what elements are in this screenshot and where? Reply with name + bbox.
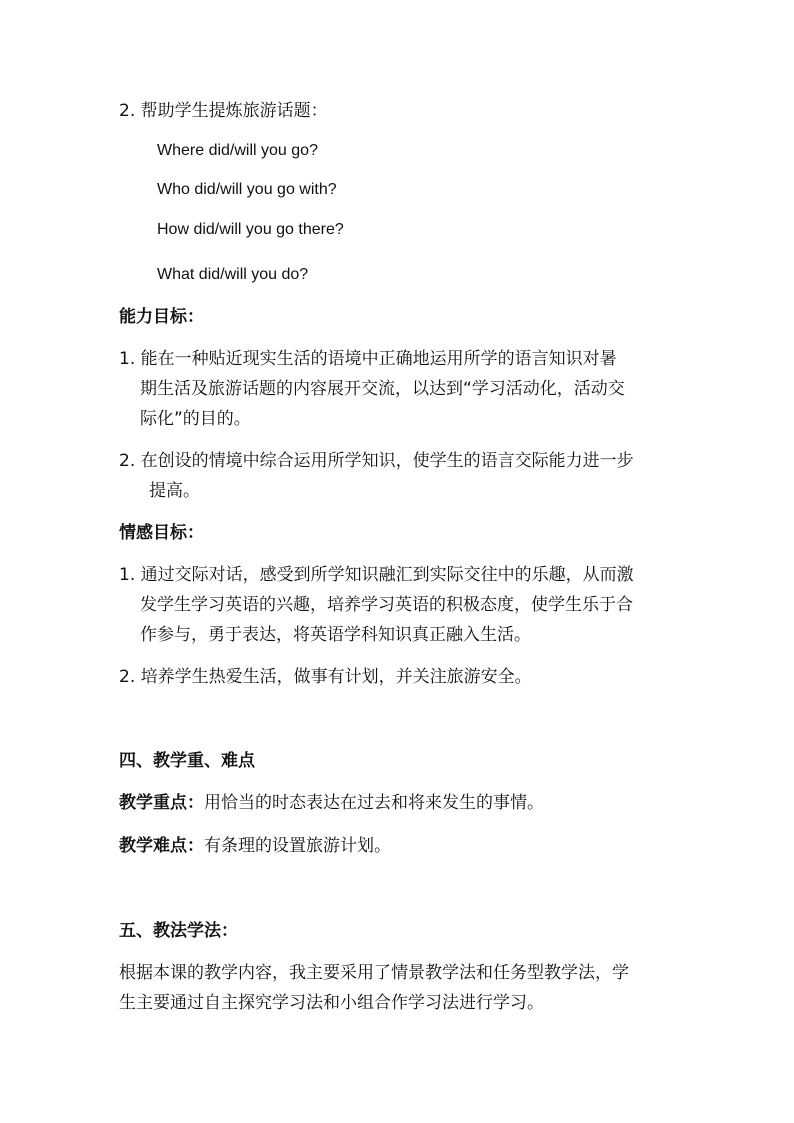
question-what: What did/will you do? <box>157 266 309 283</box>
key-point-row <box>119 791 544 815</box>
emotion-item-1-line-1: 1. 通过交际对话，感受到所学知识融汇到实际交往中的乐趣，从而激 <box>119 565 634 585</box>
key-point-text: 用恰当的时态表达在过去和将来发生的事情。 <box>204 793 544 813</box>
topics-item-2: 2. 帮助学生提炼旅游话题： <box>119 101 328 121</box>
section-4-heading: 四、教学重、难点 <box>119 751 255 771</box>
emotion-item-1-line-3: 作参与，勇于表达，将英语学科知识真正融入生活。 <box>140 625 531 645</box>
section-5-paragraph-line-2: 生主要通过自主探究学习法和小组合作学习法进行学习。 <box>119 993 544 1013</box>
section-5-heading: 五、教法学法： <box>119 921 238 941</box>
ability-item-2-line-2: 提高。 <box>149 481 200 501</box>
emotion-item-1-line-2: 发学生学习英语的兴趣，培养学习英语的积极态度，使学生乐于合 <box>140 595 633 615</box>
ability-item-2-line-1: 2. 在创设的情境中综合运用所学知识，使学生的语言交际能力进一步 <box>119 451 634 471</box>
question-where: Where did/will you go? <box>157 142 318 159</box>
difficulty-label: 教学难点： <box>119 836 204 856</box>
question-who: Who did/will you go with? <box>157 181 337 198</box>
section-5-paragraph-line-1: 根据本课的教学内容，我主要采用了情景教学法和任务型教学法，学 <box>119 963 629 983</box>
ability-item-1-line-3: 际化”的目的。 <box>140 409 251 429</box>
question-how: How did/will you go there? <box>157 221 344 238</box>
difficulty-row <box>119 834 391 858</box>
ability-goals-heading: 能力目标： <box>119 307 204 327</box>
key-point-label: 教学重点： <box>119 793 204 813</box>
emotion-goals-heading: 情感目标： <box>119 523 204 543</box>
ability-item-1-line-2: 期生活及旅游话题的内容展开交流，以达到“学习活动化，活动交 <box>140 379 625 399</box>
ability-item-1-line-1: 1. 能在一种贴近现实生活的语境中正确地运用所学的语言知识对暑 <box>119 349 617 369</box>
difficulty-text: 有条理的设置旅游计划。 <box>204 836 391 856</box>
emotion-item-2: 2. 培养学生热爱生活，做事有计划，并关注旅游安全。 <box>119 667 532 687</box>
